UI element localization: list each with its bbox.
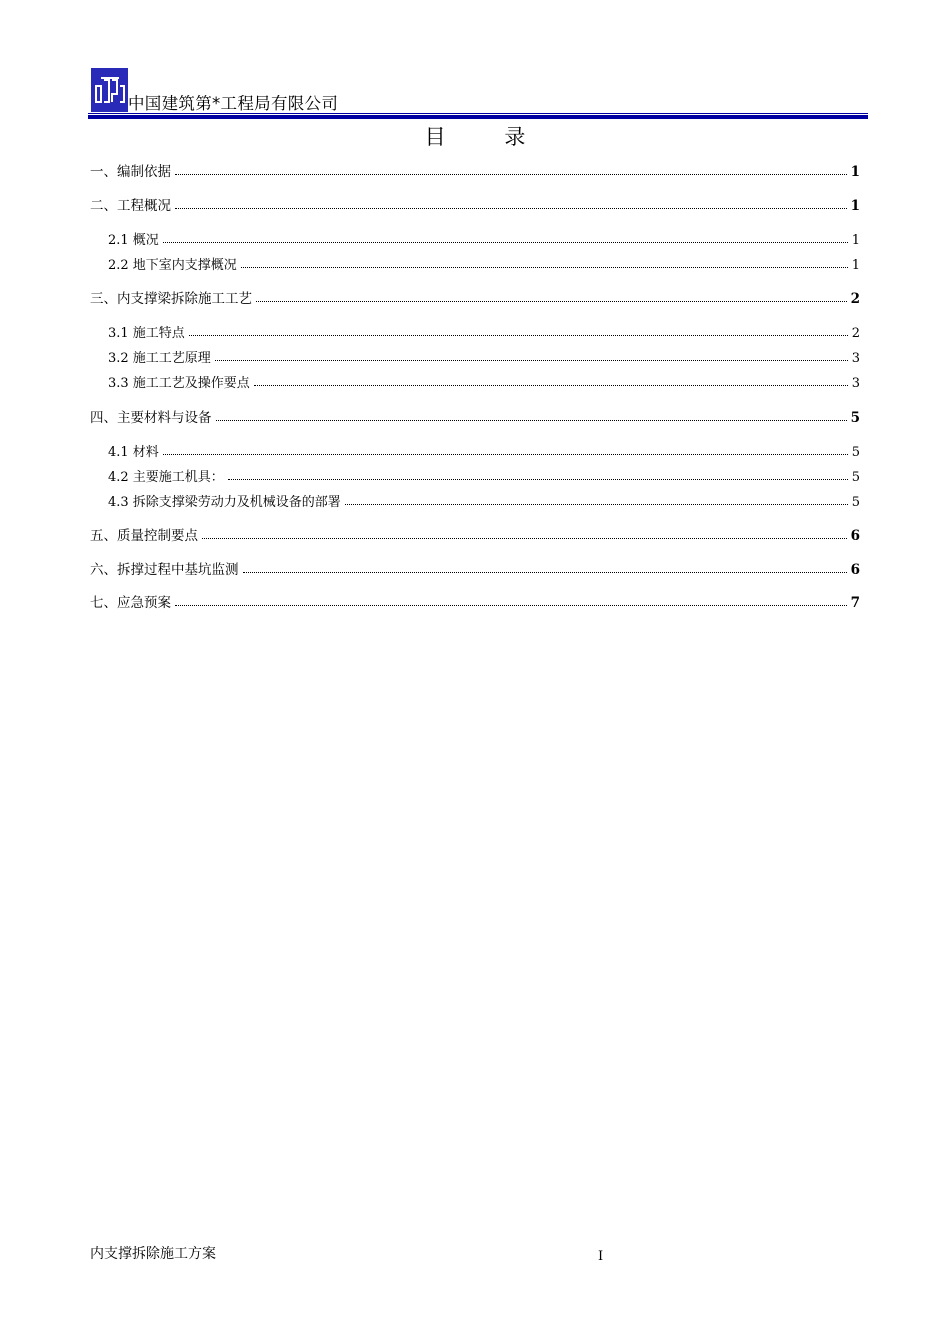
footer-page-number: I [598, 1249, 604, 1264]
toc-dot-leader [256, 301, 847, 302]
toc-dot-leader [189, 335, 848, 336]
toc-entry-label: 二、工程概况 [90, 197, 171, 214]
toc-dot-leader [163, 242, 848, 243]
toc-entry-label: 3.1 施工特点 [108, 326, 185, 341]
toc-entry-label: 2.1 概况 [108, 232, 159, 248]
toc-dot-leader [175, 208, 847, 209]
page-header [88, 66, 868, 122]
toc-dot-leader [345, 504, 848, 505]
toc-entry-page: 1 [850, 197, 860, 214]
toc-entry[interactable] [90, 369, 860, 391]
toc-entry-page: 7 [850, 595, 860, 611]
toc-dot-leader [175, 174, 847, 175]
toc-entry-page: 1 [851, 232, 860, 248]
toc-entry-page: 1 [851, 257, 860, 273]
toc-entry-label: 七、应急预案 [90, 595, 171, 611]
toc-entry-page: 5 [850, 409, 860, 426]
toc-entry[interactable] [90, 319, 860, 341]
cscec-logo [91, 68, 128, 112]
toc-dot-leader [228, 479, 848, 480]
toc-entry[interactable] [90, 438, 860, 460]
toc-dot-leader [202, 538, 847, 539]
toc-entry[interactable] [90, 404, 860, 426]
toc-entry-label: 六、拆撑过程中基坑监测 [90, 561, 239, 578]
toc-entry-page: 5 [851, 469, 860, 485]
toc-entry-label: 4.2 主要施工机具： [108, 469, 224, 485]
toc-entry[interactable] [90, 192, 860, 214]
header-rule-thick [88, 115, 868, 119]
toc-dot-leader [241, 267, 848, 268]
toc-entry-page: 1 [850, 164, 860, 180]
header-rule-thin [88, 113, 868, 114]
company-name: 中国建筑第*工程局有限公司 [128, 94, 339, 113]
toc-entry-page: 2 [850, 291, 860, 307]
toc-entry-label: 3.2 施工工艺原理 [108, 351, 211, 366]
toc-dot-leader [163, 454, 848, 455]
footer-doc-title: 内支撑拆除施工方案 [90, 1246, 216, 1262]
toc-entry-page: 6 [850, 561, 860, 578]
toc-title: 目 录 [424, 125, 552, 149]
toc-entry-label: 三、内支撑梁拆除施工工艺 [90, 291, 252, 307]
toc-entry-page: 3 [851, 376, 860, 391]
toc-entry[interactable] [90, 251, 860, 273]
toc-entry[interactable] [90, 556, 860, 578]
toc-entry[interactable] [90, 226, 860, 248]
toc-entry[interactable] [90, 488, 860, 510]
toc-dot-leader [175, 605, 847, 606]
toc-entry-label: 2.2 地下室内支撑概况 [108, 257, 237, 273]
toc-dot-leader [254, 385, 848, 386]
toc-entry-label: 一、编制依据 [90, 164, 171, 180]
toc-entry[interactable] [90, 285, 860, 307]
toc-entry[interactable] [90, 344, 860, 366]
toc-entry-label: 3.3 施工工艺及操作要点 [108, 376, 250, 391]
toc-entry-label: 4.3 拆除支撑梁劳动力及机械设备的部署 [108, 494, 341, 510]
toc-entry-label: 4.1 材料 [108, 444, 159, 460]
toc-dot-leader [216, 420, 847, 421]
toc-entry-label: 四、主要材料与设备 [90, 409, 212, 426]
toc-entry[interactable] [90, 522, 860, 544]
toc-entry-page: 2 [851, 326, 860, 341]
toc-entry-page: 6 [850, 528, 860, 544]
toc-entry[interactable] [90, 589, 860, 611]
toc-dot-leader [243, 572, 847, 573]
toc-entry[interactable] [90, 158, 860, 180]
cscec-logo-mark-icon [93, 72, 126, 108]
toc-entry-page: 5 [851, 494, 860, 510]
toc-dot-leader [215, 360, 848, 361]
toc-entry-page: 3 [851, 351, 860, 366]
toc-entry-page: 5 [851, 444, 860, 460]
toc-entry[interactable] [90, 463, 860, 485]
toc-entry-label: 五、质量控制要点 [90, 528, 198, 544]
